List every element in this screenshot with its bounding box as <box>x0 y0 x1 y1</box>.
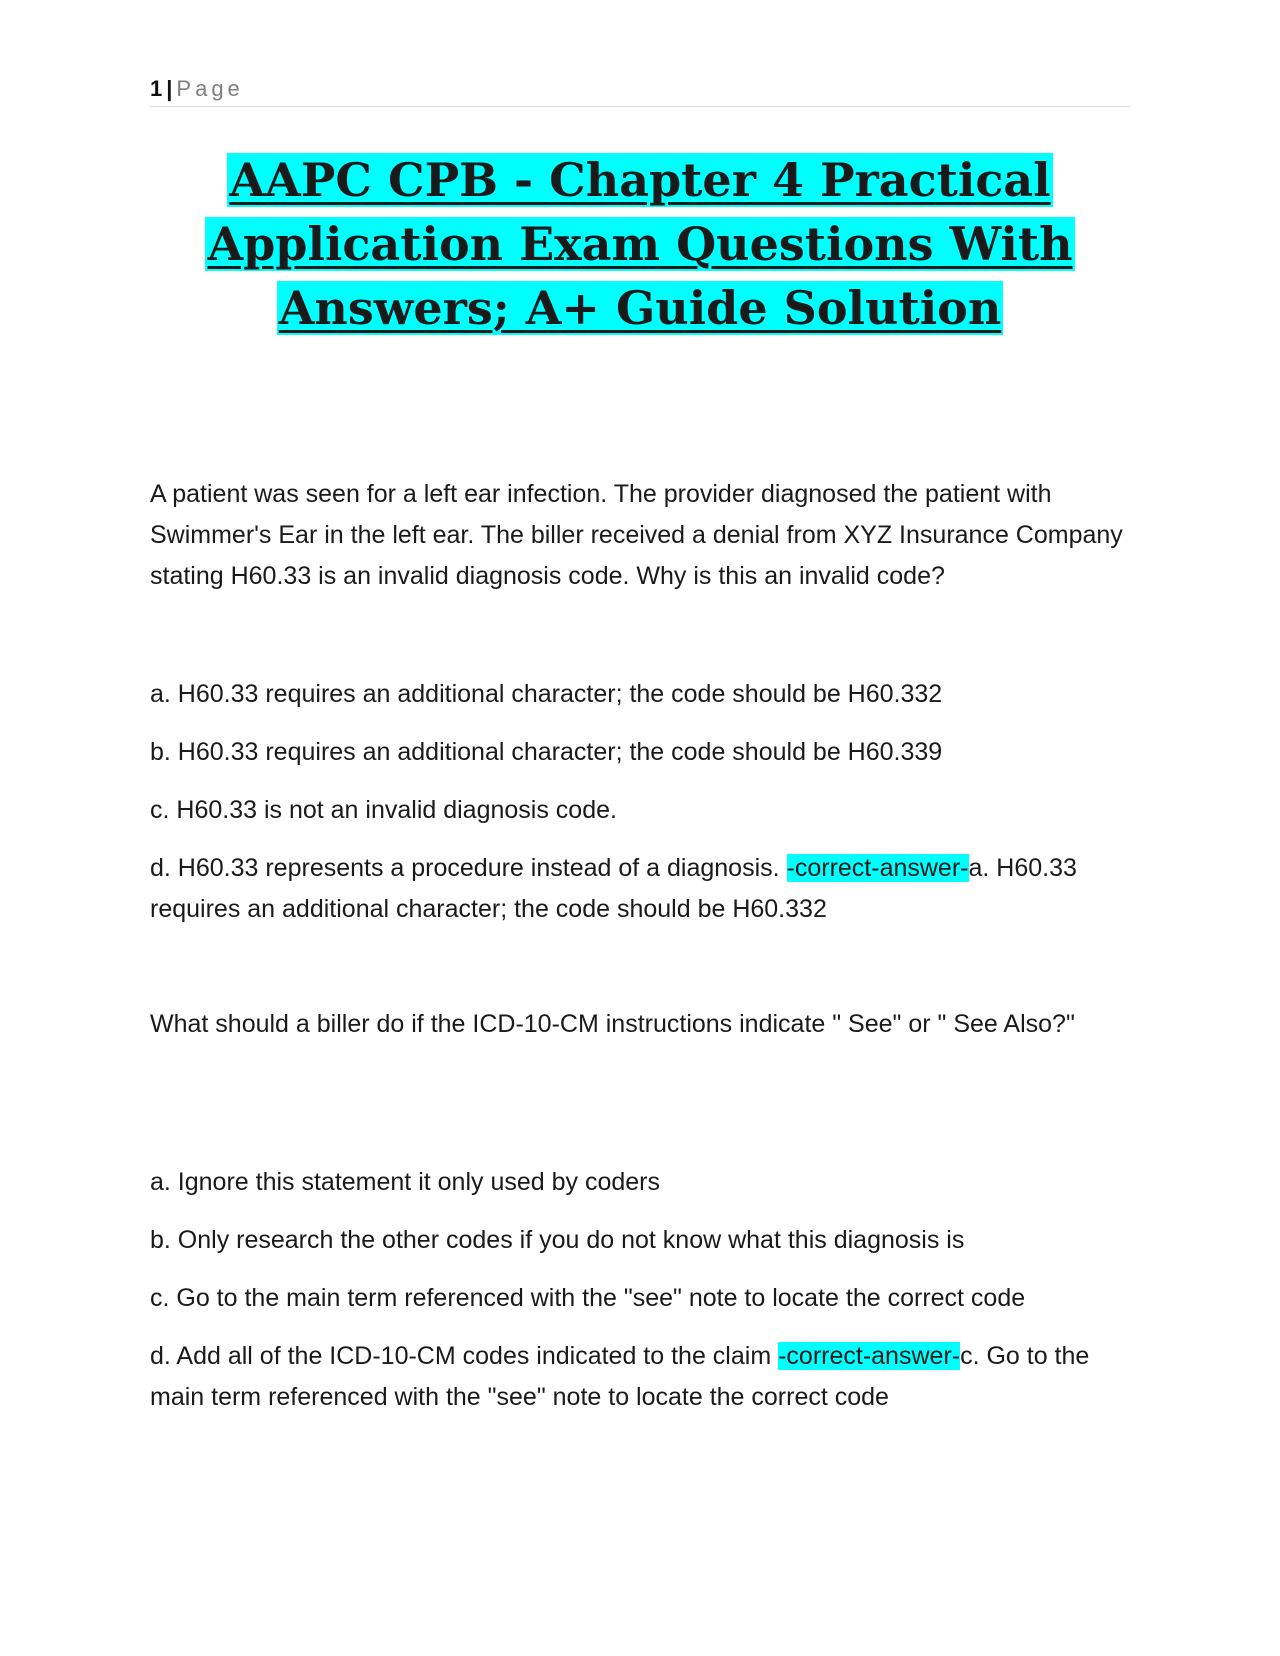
page-label: Page <box>176 76 244 101</box>
question-2-option-d-with-answer <box>150 1336 1140 1418</box>
page-header <box>150 76 1130 107</box>
question-2-option-d: d. Add all of the ICD-10-CM codes indicated to the claim <box>150 1342 779 1370</box>
question-1-option-d: d. H60.33 represents a procedure instead of a diagnosis. <box>150 854 787 882</box>
correct-answer-marker: -correct-answer- <box>778 1342 961 1370</box>
question-1-text: A patient was seen for a left ear infection. The provider diagnosed the patient with Swimmer's Ear in the left ear. The biller received a denial from XYZ Insurance Company stating H60.33 is an invalid diagnosis code. Why is this an invalid code? <box>150 480 1123 590</box>
question-2-option-b: b. Only research the other codes if you do not know what this diagnosis is <box>150 1226 965 1254</box>
question-1-option-d-with-answer <box>150 848 1140 930</box>
question-1-option-a: a. H60.33 requires an additional character; the code should be H60.332 <box>150 680 943 708</box>
question-1-option-c: c. H60.33 is not an invalid diagnosis code. <box>150 796 617 824</box>
question-2-option-a: a. Ignore this statement it only used by coders <box>150 1168 660 1196</box>
question-1-option-b: b. H60.33 requires an additional character; the code should be H60.339 <box>150 738 943 766</box>
question-2-text: What should a biller do if the ICD-10-CM instructions indicate " See" or " See Also?" <box>150 1010 1075 1038</box>
correct-answer-marker: -correct-answer- <box>786 854 969 882</box>
page-separator: | <box>166 76 173 101</box>
document-title-text: AAPC CPB - Chapter 4 Practical Application Exam Questions With Answers; A+ Guide Solution <box>207 153 1073 335</box>
document-title <box>150 148 1130 340</box>
question-2-option-c: c. Go to the main term referenced with the "see" note to locate the correct code <box>150 1284 1026 1312</box>
question-2-answer: c. Go to the main term referenced with the "see" note to locate the correct code <box>150 1342 1090 1411</box>
page-number: 1 <box>150 76 163 101</box>
question-1-answer: a. H60.33 requires an additional character; the code should be H60.332 <box>150 854 1077 923</box>
